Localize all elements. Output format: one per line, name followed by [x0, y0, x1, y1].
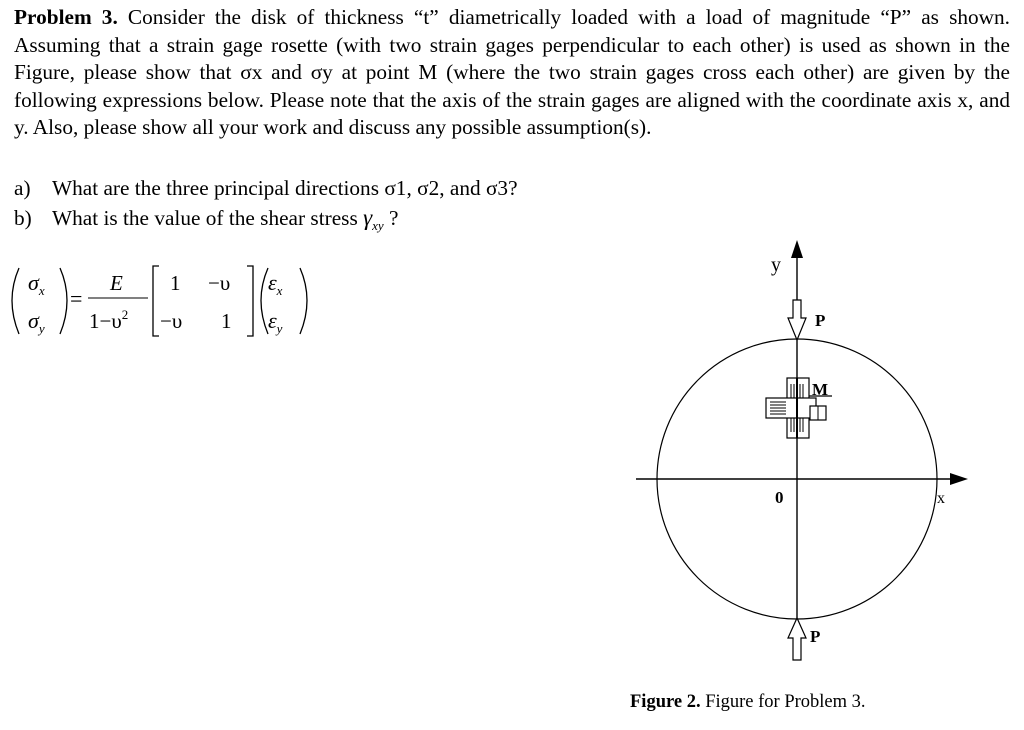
point-m-label: M [812, 380, 829, 399]
problem-label: Problem 3. [14, 5, 118, 29]
matrix-m11: 1 [170, 271, 181, 295]
disk-figure [600, 230, 1024, 670]
matrix-m21: −υ [160, 309, 183, 333]
origin-label: 0 [775, 488, 784, 507]
question-a-label: a) [14, 176, 31, 200]
sigma-x: $\sigma_x$ [28, 270, 45, 298]
matrix-m22: 1 [221, 309, 232, 333]
caption-text: Figure for Problem 3. [700, 692, 866, 712]
problem-text: Consider the disk of thickness “t” diametrically loaded with a load of magnitude “P” as shown. Assuming that a strain gage rosette (with two strain gages perpendicular to each other) is used as shown in the Figure, please show that σx and σy at point M (where the two strain gages cross each other) are given by the following expressions below. Please note that the axis of the strain gages are aligned with the coordinate axis x, and y. Also, please show all your work and discuss any possible assumption(s). [14, 5, 1011, 139]
figure-caption [630, 692, 866, 713]
rhs-paren-right [300, 268, 307, 334]
shear-strain-symbol: $\gamma_{xy}$ [363, 205, 384, 233]
fraction-denominator: $1-\upsilon^2$ [89, 307, 129, 333]
top-load-arrow [788, 300, 806, 340]
matrix-m12: −υ [208, 271, 231, 295]
bottom-load-label: P [810, 627, 821, 646]
epsilon-x: $\varepsilon_x$ [268, 270, 283, 298]
caption-label: Figure 2. [630, 692, 701, 712]
matrix-bracket-left [153, 266, 159, 336]
question-b-text: What is the value of the shear stress [52, 206, 358, 230]
question-a-text: What are the three principal directions σ1, σ2, and σ3? [52, 176, 518, 200]
x-axis-label: x [937, 490, 945, 507]
epsilon-y: $\varepsilon_y$ [268, 308, 283, 336]
y-axis-arrowhead [791, 240, 803, 258]
question-a [14, 175, 518, 201]
bottom-load-arrow [788, 618, 806, 660]
problem-statement [14, 4, 1010, 142]
matrix-bracket-right [247, 266, 253, 336]
question-mark: ? [389, 206, 399, 230]
lhs-paren-right [60, 268, 67, 334]
question-b-label: b) [14, 206, 32, 230]
fraction-numerator: E [110, 271, 123, 295]
rhs-paren-left [261, 268, 268, 334]
top-load-label: P [815, 311, 826, 330]
y-axis-label: y [771, 254, 781, 276]
equals-sign: = [70, 286, 83, 311]
lhs-paren-left [12, 268, 19, 334]
question-b [14, 205, 398, 239]
stress-strain-equation [0, 250, 320, 350]
sigma-y: $\sigma_y$ [28, 308, 45, 336]
x-axis-arrowhead [950, 473, 968, 485]
